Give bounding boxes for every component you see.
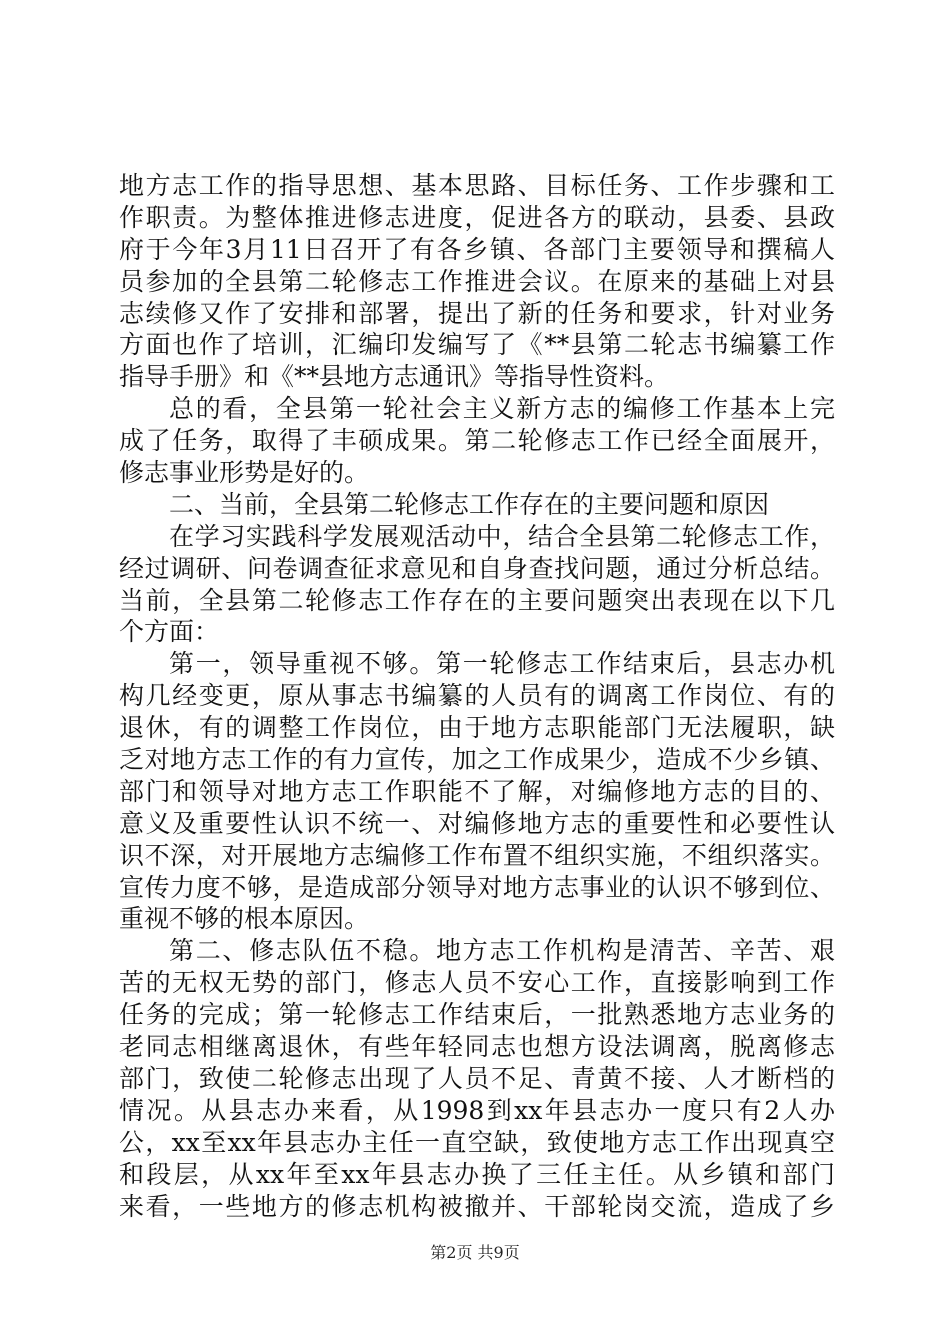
text-line: 个方面：: [119, 617, 220, 647]
text-line: 经过调研、问卷调查征求意见和自身查找问题，通过分析总结。: [119, 553, 835, 583]
document-body: [119, 170, 835, 1222]
text-line: 指导手册》和《**县地方志通讯》等指导性资料。: [119, 362, 670, 392]
text-line: 府于今年3月11日召开了有各乡镇、各部门主要领导和撰稿人: [119, 234, 835, 264]
text-line: 意义及重要性认识不统一、对编修地方志的重要性和必要性认: [119, 808, 835, 838]
text-line: 地方志工作的指导思想、基本思路、目标任务、工作步骤和工: [119, 171, 835, 200]
paragraph-first-line: 第二、修志队伍不稳。地方志工作机构是清苦、辛苦、艰: [169, 936, 835, 966]
text-line: 构几经变更，原从事志书编纂的人员有的调离工作岗位、有的: [119, 681, 835, 711]
text-line: 作职责。为整体推进修志进度，促进各方的联动，县委、县政: [119, 202, 835, 232]
text-line: 来看，一些地方的修志机构被撤并、干部轮岗交流，造成了乡: [119, 1191, 835, 1221]
text-line: 志续修又作了安排和部署，提出了新的任务和要求，针对业务: [119, 298, 835, 328]
text-line: 退休，有的调整工作岗位，由于地方志职能部门无法履职，缺: [119, 713, 835, 743]
page-footer: 第2页 共9页: [430, 1243, 520, 1262]
paragraph-first-line: 总的看，全县第一轮社会主义新方志的编修工作基本上完: [169, 394, 835, 424]
text-line: 部门和领导对地方志工作职能不了解，对编修地方志的目的、: [119, 776, 835, 806]
text-line: 当前，全县第二轮修志工作存在的主要问题突出表现在以下几: [119, 585, 835, 615]
text-line: 公，xx至xx年县志办主任一直空缺，致使地方志工作出现真空: [119, 1127, 835, 1157]
text-line: 任务的完成；第一轮修志工作结束后，一批熟悉地方志业务的: [119, 1000, 835, 1030]
text-line: 部门，致使二轮修志出现了人员不足、青黄不接、人才断档的: [119, 1063, 835, 1093]
text-line: 宣传力度不够，是造成部分领导对地方志事业的认识不够到位、: [119, 872, 835, 902]
paragraph-first-line: 在学习实践科学发展观活动中，结合全县第二轮修志工作，: [169, 521, 835, 551]
text-line: 苦的无权无势的部门，修志人员不安心工作，直接影响到工作: [119, 968, 835, 998]
text-line: 成了任务，取得了丰硕成果。第二轮修志工作已经全面展开，: [119, 426, 835, 456]
text-line: 老同志相继离退休，有些年轻同志也想方设法调离，脱离修志: [119, 1032, 835, 1062]
text-line: 识不深，对开展地方志编修工作布置不组织实施，不组织落实。: [119, 840, 835, 870]
text-line: 修志事业形势是好的。: [119, 458, 370, 488]
text-line: 乏对地方志工作的有力宣传，加之工作成果少，造成不少乡镇、: [119, 745, 835, 775]
text-line: 方面也作了培训，汇编印发编写了《**县第二轮志书编纂工作: [119, 330, 835, 360]
text-line: 员参加的全县第二轮修志工作推进会议。在原来的基础上对县: [119, 266, 835, 296]
section-heading: 二、当前，全县第二轮修志工作存在的主要问题和原因: [169, 489, 770, 519]
text-line: 和段层，从xx年至xx年县志办换了三任主任。从乡镇和部门: [119, 1159, 835, 1189]
text-line: 重视不够的根本原因。: [119, 904, 370, 934]
text-line: 情况。从县志办来看，从1998到xx年县志办一度只有2人办: [119, 1095, 835, 1125]
paragraph-first-line: 第一，领导重视不够。第一轮修志工作结束后，县志办机: [169, 649, 835, 679]
